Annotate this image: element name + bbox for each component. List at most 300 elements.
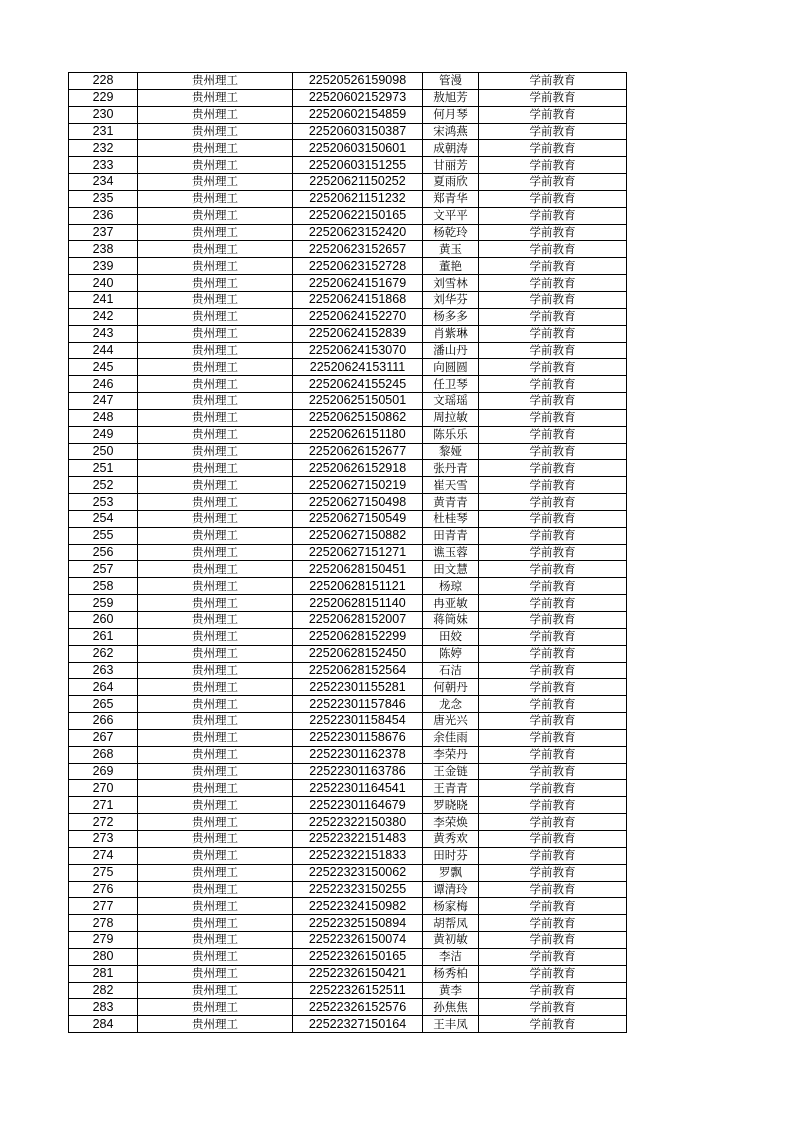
- student-name-cell: 田时芬: [423, 847, 479, 864]
- table-row: [69, 830, 627, 847]
- table-row: [69, 713, 627, 730]
- row-number-cell: 268: [69, 746, 138, 763]
- major-cell: 学前教育: [479, 915, 627, 932]
- school-name-cell: 贵州理工: [138, 999, 293, 1016]
- major-cell: 学前教育: [479, 477, 627, 494]
- school-name-cell: 贵州理工: [138, 190, 293, 207]
- table-row: [69, 662, 627, 679]
- row-number-cell: 271: [69, 797, 138, 814]
- row-number-cell: 253: [69, 494, 138, 511]
- student-name-cell: 李荣丹: [423, 746, 479, 763]
- exam-id-cell: 22522326150074: [293, 932, 423, 949]
- student-name-cell: 崔天雪: [423, 477, 479, 494]
- major-cell: 学前教育: [479, 241, 627, 258]
- exam-id-cell: 22522324150982: [293, 898, 423, 915]
- exam-id-cell: 22520625150501: [293, 393, 423, 410]
- school-name-cell: 贵州理工: [138, 915, 293, 932]
- major-cell: 学前教育: [479, 443, 627, 460]
- major-cell: 学前教育: [479, 308, 627, 325]
- table-body: [69, 73, 627, 1033]
- table-row: [69, 763, 627, 780]
- major-cell: 学前教育: [479, 847, 627, 864]
- row-number-cell: 246: [69, 376, 138, 393]
- school-name-cell: 贵州理工: [138, 460, 293, 477]
- student-name-cell: 谯玉蓉: [423, 544, 479, 561]
- major-cell: 学前教育: [479, 359, 627, 376]
- school-name-cell: 贵州理工: [138, 763, 293, 780]
- school-name-cell: 贵州理工: [138, 409, 293, 426]
- student-name-cell: 田文慧: [423, 561, 479, 578]
- table-row: [69, 746, 627, 763]
- student-name-cell: 刘华芬: [423, 291, 479, 308]
- row-number-cell: 247: [69, 393, 138, 410]
- exam-id-cell: 22522327150164: [293, 1016, 423, 1033]
- student-name-cell: 龙念: [423, 696, 479, 713]
- school-name-cell: 贵州理工: [138, 864, 293, 881]
- school-name-cell: 贵州理工: [138, 140, 293, 157]
- row-number-cell: 237: [69, 224, 138, 241]
- exam-id-cell: 22520624151679: [293, 275, 423, 292]
- student-name-cell: 张丹青: [423, 460, 479, 477]
- table-row: [69, 612, 627, 629]
- table-row: [69, 376, 627, 393]
- major-cell: 学前教育: [479, 713, 627, 730]
- major-cell: 学前教育: [479, 814, 627, 831]
- table-row: [69, 696, 627, 713]
- major-cell: 学前教育: [479, 106, 627, 123]
- row-number-cell: 278: [69, 915, 138, 932]
- exam-id-cell: 22520624155245: [293, 376, 423, 393]
- student-name-cell: 向圆圆: [423, 359, 479, 376]
- exam-id-cell: 22520626151180: [293, 426, 423, 443]
- table-row: [69, 409, 627, 426]
- table-row: [69, 73, 627, 90]
- school-name-cell: 贵州理工: [138, 258, 293, 275]
- row-number-cell: 228: [69, 73, 138, 90]
- major-cell: 学前教育: [479, 932, 627, 949]
- row-number-cell: 251: [69, 460, 138, 477]
- exam-id-cell: 22520627151271: [293, 544, 423, 561]
- exam-id-cell: 22520628152450: [293, 645, 423, 662]
- student-name-cell: 杨乾玲: [423, 224, 479, 241]
- student-name-cell: 黄玉: [423, 241, 479, 258]
- table-row: [69, 359, 627, 376]
- school-name-cell: 贵州理工: [138, 881, 293, 898]
- table-row: [69, 561, 627, 578]
- student-name-cell: 甘丽芳: [423, 157, 479, 174]
- school-name-cell: 贵州理工: [138, 291, 293, 308]
- school-name-cell: 贵州理工: [138, 847, 293, 864]
- table-row: [69, 174, 627, 191]
- student-name-cell: 何月琴: [423, 106, 479, 123]
- student-name-cell: 黎娅: [423, 443, 479, 460]
- row-number-cell: 245: [69, 359, 138, 376]
- table-row: [69, 106, 627, 123]
- major-cell: 学前教育: [479, 645, 627, 662]
- row-number-cell: 235: [69, 190, 138, 207]
- major-cell: 学前教育: [479, 561, 627, 578]
- student-name-cell: 李洁: [423, 948, 479, 965]
- school-name-cell: 贵州理工: [138, 932, 293, 949]
- major-cell: 学前教育: [479, 881, 627, 898]
- row-number-cell: 229: [69, 89, 138, 106]
- school-name-cell: 贵州理工: [138, 713, 293, 730]
- school-name-cell: 贵州理工: [138, 729, 293, 746]
- row-number-cell: 270: [69, 780, 138, 797]
- row-number-cell: 236: [69, 207, 138, 224]
- school-name-cell: 贵州理工: [138, 325, 293, 342]
- exam-id-cell: 22522301164541: [293, 780, 423, 797]
- row-number-cell: 241: [69, 291, 138, 308]
- major-cell: 学前教育: [479, 510, 627, 527]
- student-name-cell: 潘山丹: [423, 342, 479, 359]
- row-number-cell: 252: [69, 477, 138, 494]
- student-name-cell: 田姣: [423, 628, 479, 645]
- major-cell: 学前教育: [479, 325, 627, 342]
- major-cell: 学前教育: [479, 460, 627, 477]
- row-number-cell: 269: [69, 763, 138, 780]
- table-row: [69, 965, 627, 982]
- exam-id-cell: 22520603151255: [293, 157, 423, 174]
- school-name-cell: 贵州理工: [138, 123, 293, 140]
- major-cell: 学前教育: [479, 662, 627, 679]
- school-name-cell: 贵州理工: [138, 780, 293, 797]
- major-cell: 学前教育: [479, 628, 627, 645]
- exam-id-cell: 22520621151232: [293, 190, 423, 207]
- exam-id-cell: 22520623152657: [293, 241, 423, 258]
- row-number-cell: 233: [69, 157, 138, 174]
- exam-id-cell: 22520622150165: [293, 207, 423, 224]
- exam-id-cell: 22522301158454: [293, 713, 423, 730]
- major-cell: 学前教育: [479, 157, 627, 174]
- school-name-cell: 贵州理工: [138, 443, 293, 460]
- major-cell: 学前教育: [479, 174, 627, 191]
- exam-id-cell: 22520526159098: [293, 73, 423, 90]
- table-row: [69, 275, 627, 292]
- school-name-cell: 贵州理工: [138, 746, 293, 763]
- row-number-cell: 257: [69, 561, 138, 578]
- school-name-cell: 贵州理工: [138, 898, 293, 915]
- student-name-cell: 罗飘: [423, 864, 479, 881]
- exam-id-cell: 22520623152728: [293, 258, 423, 275]
- table-row: [69, 881, 627, 898]
- student-name-cell: 董艳: [423, 258, 479, 275]
- student-name-cell: 杨秀柏: [423, 965, 479, 982]
- table-row: [69, 443, 627, 460]
- exam-id-cell: 22520627150882: [293, 527, 423, 544]
- exam-id-cell: 22522301157846: [293, 696, 423, 713]
- row-number-cell: 248: [69, 409, 138, 426]
- school-name-cell: 贵州理工: [138, 477, 293, 494]
- school-name-cell: 贵州理工: [138, 494, 293, 511]
- table-row: [69, 1016, 627, 1033]
- row-number-cell: 276: [69, 881, 138, 898]
- school-name-cell: 贵州理工: [138, 275, 293, 292]
- school-name-cell: 贵州理工: [138, 662, 293, 679]
- school-name-cell: 贵州理工: [138, 157, 293, 174]
- row-number-cell: 284: [69, 1016, 138, 1033]
- row-number-cell: 258: [69, 578, 138, 595]
- student-name-cell: 罗晓晓: [423, 797, 479, 814]
- exam-id-cell: 22522301164679: [293, 797, 423, 814]
- student-name-cell: 郑青华: [423, 190, 479, 207]
- row-number-cell: 256: [69, 544, 138, 561]
- table-row: [69, 89, 627, 106]
- exam-id-cell: 22522325150894: [293, 915, 423, 932]
- row-number-cell: 249: [69, 426, 138, 443]
- table-row: [69, 527, 627, 544]
- row-number-cell: 234: [69, 174, 138, 191]
- school-name-cell: 贵州理工: [138, 696, 293, 713]
- school-name-cell: 贵州理工: [138, 965, 293, 982]
- student-name-cell: 文瑶瑶: [423, 393, 479, 410]
- student-name-cell: 杜桂琴: [423, 510, 479, 527]
- row-number-cell: 264: [69, 679, 138, 696]
- student-name-cell: 黄初敏: [423, 932, 479, 949]
- exam-id-cell: 22520628152299: [293, 628, 423, 645]
- major-cell: 学前教育: [479, 376, 627, 393]
- table-row: [69, 342, 627, 359]
- major-cell: 学前教育: [479, 409, 627, 426]
- table-row: [69, 325, 627, 342]
- student-name-cell: 余佳雨: [423, 729, 479, 746]
- exam-id-cell: 22520623152420: [293, 224, 423, 241]
- exam-id-cell: 22520621150252: [293, 174, 423, 191]
- major-cell: 学前教育: [479, 679, 627, 696]
- major-cell: 学前教育: [479, 797, 627, 814]
- student-name-cell: 黄秀欢: [423, 830, 479, 847]
- major-cell: 学前教育: [479, 190, 627, 207]
- exam-id-cell: 22520602154859: [293, 106, 423, 123]
- table-row: [69, 123, 627, 140]
- row-number-cell: 263: [69, 662, 138, 679]
- student-name-cell: 周拉敏: [423, 409, 479, 426]
- school-name-cell: 贵州理工: [138, 595, 293, 612]
- major-cell: 学前教育: [479, 696, 627, 713]
- student-name-cell: 黄青青: [423, 494, 479, 511]
- student-name-cell: 何朝丹: [423, 679, 479, 696]
- row-number-cell: 231: [69, 123, 138, 140]
- row-number-cell: 240: [69, 275, 138, 292]
- student-name-cell: 成朝涛: [423, 140, 479, 157]
- table-row: [69, 679, 627, 696]
- row-number-cell: 239: [69, 258, 138, 275]
- school-name-cell: 贵州理工: [138, 89, 293, 106]
- table-row: [69, 780, 627, 797]
- student-name-cell: 肖紫琳: [423, 325, 479, 342]
- table-row: [69, 645, 627, 662]
- table-row: [69, 510, 627, 527]
- table-row: [69, 864, 627, 881]
- table-row: [69, 628, 627, 645]
- table-row: [69, 224, 627, 241]
- table-row: [69, 814, 627, 831]
- exam-id-cell: 22522301162378: [293, 746, 423, 763]
- school-name-cell: 贵州理工: [138, 510, 293, 527]
- school-name-cell: 贵州理工: [138, 797, 293, 814]
- school-name-cell: 贵州理工: [138, 241, 293, 258]
- major-cell: 学前教育: [479, 999, 627, 1016]
- student-name-cell: 蒋筒妹: [423, 612, 479, 629]
- school-name-cell: 贵州理工: [138, 207, 293, 224]
- student-name-cell: 管漫: [423, 73, 479, 90]
- row-number-cell: 266: [69, 713, 138, 730]
- major-cell: 学前教育: [479, 207, 627, 224]
- table-row: [69, 544, 627, 561]
- student-name-cell: 田青青: [423, 527, 479, 544]
- school-name-cell: 贵州理工: [138, 359, 293, 376]
- row-number-cell: 275: [69, 864, 138, 881]
- table-row: [69, 207, 627, 224]
- school-name-cell: 贵州理工: [138, 830, 293, 847]
- exam-id-cell: 22522323150255: [293, 881, 423, 898]
- exam-id-cell: 22520627150498: [293, 494, 423, 511]
- school-name-cell: 贵州理工: [138, 527, 293, 544]
- student-name-cell: 陈婷: [423, 645, 479, 662]
- student-name-cell: 李荣焕: [423, 814, 479, 831]
- school-name-cell: 贵州理工: [138, 308, 293, 325]
- table-row: [69, 426, 627, 443]
- row-number-cell: 265: [69, 696, 138, 713]
- school-name-cell: 贵州理工: [138, 73, 293, 90]
- student-name-cell: 任卫琴: [423, 376, 479, 393]
- table-row: [69, 932, 627, 949]
- exam-id-cell: 22522322150380: [293, 814, 423, 831]
- exam-id-cell: 22520626152677: [293, 443, 423, 460]
- exam-id-cell: 22520602152973: [293, 89, 423, 106]
- major-cell: 学前教育: [479, 544, 627, 561]
- student-name-cell: 宋鸿燕: [423, 123, 479, 140]
- major-cell: 学前教育: [479, 494, 627, 511]
- student-name-cell: 唐光兴: [423, 713, 479, 730]
- major-cell: 学前教育: [479, 73, 627, 90]
- major-cell: 学前教育: [479, 275, 627, 292]
- exam-id-cell: 22520628150451: [293, 561, 423, 578]
- exam-id-cell: 22520626152918: [293, 460, 423, 477]
- student-name-cell: 敖旭芳: [423, 89, 479, 106]
- row-number-cell: 232: [69, 140, 138, 157]
- student-name-cell: 杨多多: [423, 308, 479, 325]
- exam-id-cell: 22522301163786: [293, 763, 423, 780]
- exam-id-cell: 22520624153070: [293, 342, 423, 359]
- exam-id-cell: 22520628152564: [293, 662, 423, 679]
- row-number-cell: 281: [69, 965, 138, 982]
- school-name-cell: 贵州理工: [138, 679, 293, 696]
- table-row: [69, 595, 627, 612]
- major-cell: 学前教育: [479, 291, 627, 308]
- table-row: [69, 140, 627, 157]
- student-name-cell: 王青青: [423, 780, 479, 797]
- row-number-cell: 262: [69, 645, 138, 662]
- table-row: [69, 477, 627, 494]
- student-name-cell: 冉亚敏: [423, 595, 479, 612]
- table-row: [69, 241, 627, 258]
- school-name-cell: 贵州理工: [138, 578, 293, 595]
- exam-id-cell: 22520628152007: [293, 612, 423, 629]
- major-cell: 学前教育: [479, 948, 627, 965]
- exam-id-cell: 22522301158676: [293, 729, 423, 746]
- student-name-cell: 杨琼: [423, 578, 479, 595]
- row-number-cell: 255: [69, 527, 138, 544]
- major-cell: 学前教育: [479, 342, 627, 359]
- school-name-cell: 贵州理工: [138, 628, 293, 645]
- row-number-cell: 260: [69, 612, 138, 629]
- major-cell: 学前教育: [479, 426, 627, 443]
- table-row: [69, 999, 627, 1016]
- major-cell: 学前教育: [479, 830, 627, 847]
- school-name-cell: 贵州理工: [138, 174, 293, 191]
- exam-id-cell: 22520628151140: [293, 595, 423, 612]
- student-name-cell: 陈乐乐: [423, 426, 479, 443]
- student-name-cell: 文平平: [423, 207, 479, 224]
- major-cell: 学前教育: [479, 123, 627, 140]
- exam-id-cell: 22522322151833: [293, 847, 423, 864]
- exam-id-cell: 22520624153111: [293, 359, 423, 376]
- student-name-cell: 谭清玲: [423, 881, 479, 898]
- major-cell: 学前教育: [479, 89, 627, 106]
- school-name-cell: 贵州理工: [138, 376, 293, 393]
- student-list-table: [68, 72, 627, 1033]
- school-name-cell: 贵州理工: [138, 393, 293, 410]
- school-name-cell: 贵州理工: [138, 224, 293, 241]
- row-number-cell: 274: [69, 847, 138, 864]
- major-cell: 学前教育: [479, 1016, 627, 1033]
- exam-id-cell: 22520627150219: [293, 477, 423, 494]
- table-row: [69, 797, 627, 814]
- exam-id-cell: 22520624151868: [293, 291, 423, 308]
- school-name-cell: 贵州理工: [138, 814, 293, 831]
- student-name-cell: 王丰凤: [423, 1016, 479, 1033]
- student-name-cell: 王金链: [423, 763, 479, 780]
- table-row: [69, 308, 627, 325]
- row-number-cell: 282: [69, 982, 138, 999]
- table-row: [69, 915, 627, 932]
- major-cell: 学前教育: [479, 864, 627, 881]
- school-name-cell: 贵州理工: [138, 948, 293, 965]
- row-number-cell: 259: [69, 595, 138, 612]
- student-name-cell: 孙焦焦: [423, 999, 479, 1016]
- major-cell: 学前教育: [479, 898, 627, 915]
- exam-id-cell: 22522326150421: [293, 965, 423, 982]
- table-row: [69, 393, 627, 410]
- table-row: [69, 291, 627, 308]
- school-name-cell: 贵州理工: [138, 426, 293, 443]
- major-cell: 学前教育: [479, 224, 627, 241]
- major-cell: 学前教育: [479, 780, 627, 797]
- exam-id-cell: 22520603150601: [293, 140, 423, 157]
- student-name-cell: 胡帮凤: [423, 915, 479, 932]
- row-number-cell: 254: [69, 510, 138, 527]
- row-number-cell: 283: [69, 999, 138, 1016]
- table-row: [69, 898, 627, 915]
- row-number-cell: 272: [69, 814, 138, 831]
- exam-id-cell: 22520624152839: [293, 325, 423, 342]
- major-cell: 学前教育: [479, 965, 627, 982]
- exam-id-cell: 22520625150862: [293, 409, 423, 426]
- exam-id-cell: 22520627150549: [293, 510, 423, 527]
- major-cell: 学前教育: [479, 393, 627, 410]
- exam-id-cell: 22522301155281: [293, 679, 423, 696]
- school-name-cell: 贵州理工: [138, 544, 293, 561]
- exam-id-cell: 22522323150062: [293, 864, 423, 881]
- table-row: [69, 948, 627, 965]
- table-row: [69, 157, 627, 174]
- major-cell: 学前教育: [479, 982, 627, 999]
- row-number-cell: 244: [69, 342, 138, 359]
- major-cell: 学前教育: [479, 578, 627, 595]
- table-row: [69, 190, 627, 207]
- major-cell: 学前教育: [479, 729, 627, 746]
